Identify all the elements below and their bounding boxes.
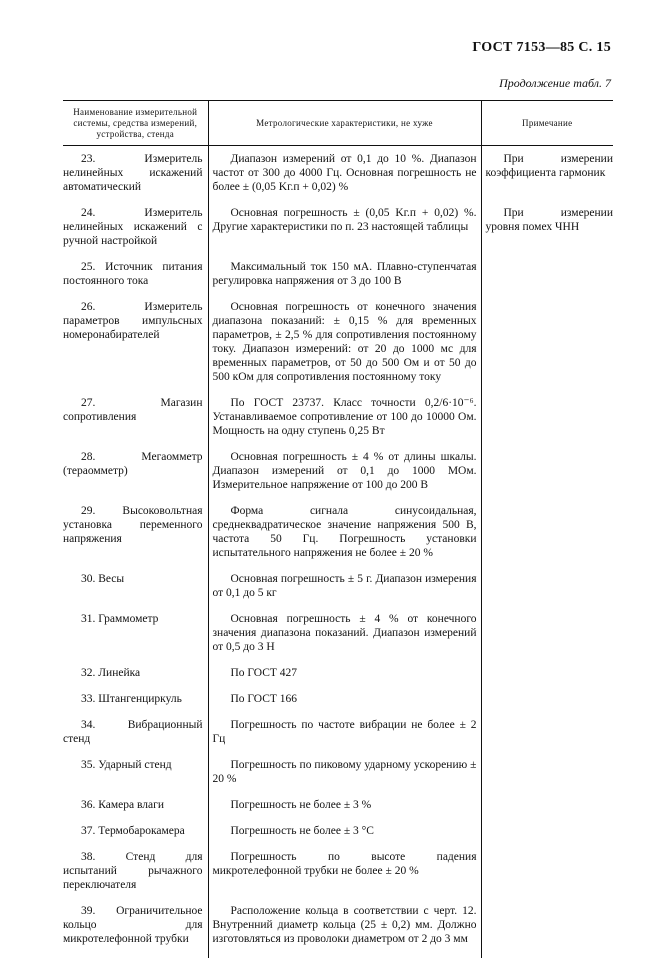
table-row [63, 758, 613, 798]
characteristics-cell-text: Основная погрешность ± 4 % от конечного значения диапазона показаний. Диапазон измерений от 0,5 до 3 Н [213, 613, 477, 653]
equipment-name-cell [63, 850, 208, 904]
equipment-name-cell-text: 28. Мегаомметр (тераомметр) [63, 451, 203, 477]
characteristics-cell-text: Погрешность не более ± 3 % [231, 799, 372, 811]
table-row [63, 300, 613, 396]
equipment-name-cell-text: 38. Стенд для испытаний рычажного переключателя [63, 851, 203, 891]
equipment-name-cell [63, 260, 208, 300]
equipment-name-cell [63, 504, 208, 572]
note-cell-text: При измерении уровня помех ЧНН [486, 207, 614, 233]
equipment-name-cell-text: 23. Измеритель нелинейных искажений автоматический [63, 153, 203, 193]
characteristics-cell-text: Основная погрешность от конечного значения диапазона показаний: ± 0,15 % для временных параметров, ± 2,5 % для сопротивления постоянному току. Диапазон измерений: от 20 до 1000 мс для временных параметров, от 50 до 500 Ом и от 50 до 500 кОм для сопротивления постоянному току [213, 301, 477, 383]
table-row [63, 666, 613, 692]
characteristics-cell [208, 572, 481, 612]
characteristics-cell-text: Основная погрешность ± 5 г. Диапазон измерения от 0,1 до 5 кг [213, 573, 477, 599]
equipment-name-cell-text: 36. Камера влаги [81, 799, 164, 811]
equipment-name-cell [63, 450, 208, 504]
characteristics-cell [208, 666, 481, 692]
note-cell [481, 758, 613, 798]
characteristics-cell-text: Основная погрешность ± 4 % от длины шкалы. Диапазон измерений от 0,1 до 1000 МОм. Измерительное напряжение от 100 до 200 В [213, 451, 477, 491]
table-row [63, 146, 613, 207]
equipment-name-cell-text: 25. Источник питания постоянного тока [63, 261, 203, 287]
equipment-name-cell-text: 32. Линейка [81, 667, 140, 679]
note-cell [481, 798, 613, 824]
table-row [63, 572, 613, 612]
equipment-name-cell [63, 798, 208, 824]
equipment-name-cell-text: 34. Вибрационный стенд [63, 719, 203, 745]
equipment-name-cell [63, 904, 208, 958]
characteristics-cell-text: Погрешность не более ± 3 °С [231, 825, 374, 837]
equipment-name-cell-text: 24. Измеритель нелинейных искажений с ручной настройкой [63, 207, 203, 247]
equipment-name-cell-text: 39. Ограничительное кольцо для микротелефонной трубки [63, 905, 203, 945]
note-cell [481, 396, 613, 450]
characteristics-cell [208, 798, 481, 824]
equipment-name-cell-text: 29. Высоковольтная установка переменного напряжения [63, 505, 203, 545]
note-cell [481, 572, 613, 612]
characteristics-cell [208, 206, 481, 260]
characteristics-cell [208, 692, 481, 718]
metrology-table [63, 100, 613, 958]
note-cell-text: При измерении коэффициента гармоник [486, 153, 614, 179]
note-cell [481, 612, 613, 666]
equipment-name-cell [63, 206, 208, 260]
equipment-name-cell [63, 666, 208, 692]
table-row [63, 450, 613, 504]
characteristics-cell [208, 718, 481, 758]
equipment-name-cell [63, 718, 208, 758]
note-cell [481, 850, 613, 904]
note-cell [481, 824, 613, 850]
table-row [63, 206, 613, 260]
table-row [63, 718, 613, 758]
equipment-name-cell-text: 30. Весы [81, 573, 124, 585]
table-body [63, 146, 613, 958]
equipment-name-cell-text: 33. Штангенциркуль [81, 693, 182, 705]
equipment-name-cell [63, 692, 208, 718]
column-header-note: Примечание [481, 101, 613, 146]
equipment-name-cell-text: 27. Магазин сопротивления [63, 397, 203, 423]
table-row [63, 260, 613, 300]
characteristics-cell-text: Основная погрешность ± (0,05 Kг.п + 0,02) %. Другие характеристики по п. 23 настоящей таблицы [213, 207, 477, 233]
characteristics-cell-text: По ГОСТ 23737. Класс точности 0,2/6·10⁻⁶. Устанавливаемое сопротивление от 100 до 10000 Ом. Мощность на одну ступень 0,25 Вт [213, 397, 477, 437]
characteristics-cell [208, 904, 481, 958]
table-header-row [63, 101, 613, 146]
note-cell [481, 300, 613, 396]
note-cell [481, 718, 613, 758]
characteristics-cell [208, 504, 481, 572]
table-row [63, 798, 613, 824]
table-row [63, 850, 613, 904]
characteristics-cell-text: По ГОСТ 166 [231, 693, 298, 705]
equipment-name-cell-text: 35. Ударный стенд [81, 759, 172, 771]
note-cell [481, 666, 613, 692]
equipment-name-cell [63, 824, 208, 850]
note-cell [481, 904, 613, 958]
page-header: ГОСТ 7153—85 С. 15 [472, 40, 611, 56]
characteristics-cell-text: Диапазон измерений от 0,1 до 10 %. Диапазон частот от 300 до 4000 Гц. Основная погрешность не более ± (0,05 Kг.п + 0,02) % [213, 153, 477, 193]
characteristics-cell [208, 850, 481, 904]
characteristics-cell [208, 260, 481, 300]
equipment-name-cell [63, 300, 208, 396]
characteristics-cell-text: По ГОСТ 427 [231, 667, 298, 679]
characteristics-cell [208, 758, 481, 798]
note-cell [481, 504, 613, 572]
characteristics-cell-text: Погрешность по частоте вибрации не более ± 2 Гц [213, 719, 477, 745]
characteristics-cell-text: Максимальный ток 150 мА. Плавно-ступенчатая регулировка напряжения от 3 до 100 В [213, 261, 477, 287]
table-row [63, 612, 613, 666]
equipment-name-cell [63, 572, 208, 612]
note-cell [481, 260, 613, 300]
characteristics-cell-text: Расположение кольца в соответствии с черт. 12. Внутренний диаметр кольца (25 ± 0,2) мм. Должно изготовляться из проволоки диаметром от 2 до 3 мм [213, 905, 477, 945]
table-row [63, 692, 613, 718]
equipment-name-cell-text: 26. Измеритель параметров импульсных номеронабирателей [63, 301, 203, 341]
characteristics-cell-text: Погрешность по пиковому ударному ускорению ± 20 % [213, 759, 477, 785]
characteristics-cell [208, 300, 481, 396]
equipment-name-cell [63, 146, 208, 207]
note-cell [481, 692, 613, 718]
characteristics-cell [208, 450, 481, 504]
characteristics-cell-text: Форма сигнала синусоидальная, среднеквадратическое значение напряжения 500 В, частота 50 Гц. Погрешность установки испытательного напряжения не более ± 20 % [213, 505, 477, 559]
equipment-name-cell [63, 396, 208, 450]
table-row [63, 824, 613, 850]
characteristics-cell-text: Погрешность по высоте падения микротелефонной трубки не более ± 20 % [213, 851, 477, 877]
note-cell [481, 206, 613, 260]
characteristics-cell [208, 824, 481, 850]
equipment-name-cell [63, 758, 208, 798]
note-cell [481, 146, 613, 207]
table-continuation-label: Продолжение табл. 7 [499, 76, 611, 91]
column-header-characteristics: Метрологические характеристики, не хуже [208, 101, 481, 146]
table-row [63, 904, 613, 958]
equipment-name-cell [63, 612, 208, 666]
note-cell [481, 450, 613, 504]
equipment-name-cell-text: 31. Граммометр [81, 613, 158, 625]
characteristics-cell [208, 146, 481, 207]
characteristics-cell [208, 396, 481, 450]
equipment-name-cell-text: 37. Термобарокамера [81, 825, 185, 837]
table-row [63, 396, 613, 450]
column-header-name: Наименование измерительной системы, средства измерений, устройства, стенда [63, 101, 208, 146]
characteristics-cell [208, 612, 481, 666]
table-row [63, 504, 613, 572]
